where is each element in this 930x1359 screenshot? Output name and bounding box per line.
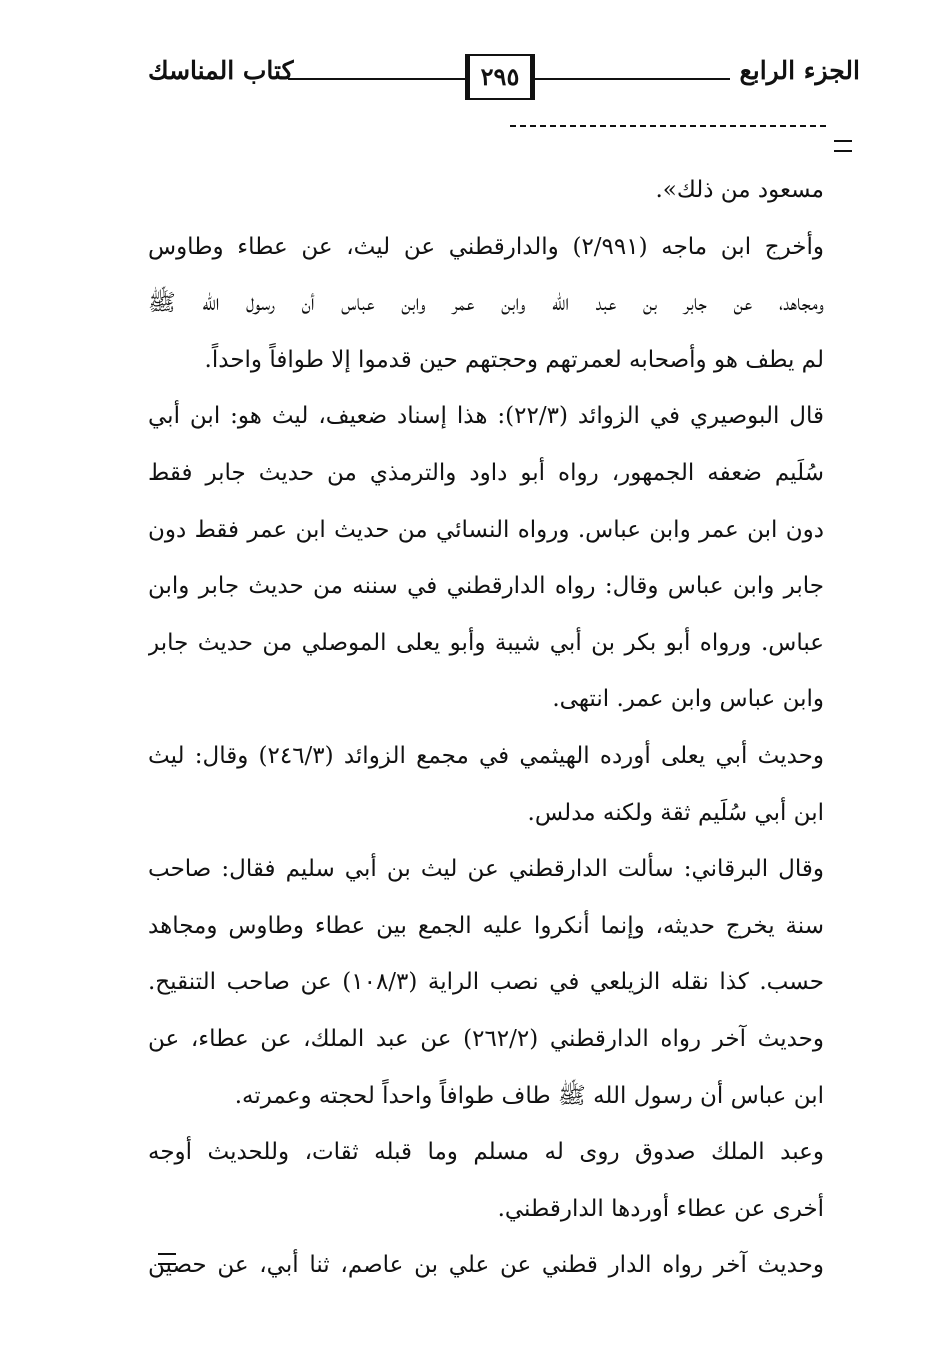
part-title: الجزء الرابع xyxy=(739,56,860,85)
page-number: ٢٩٥ xyxy=(468,54,532,100)
text-line: ابن عباس أن رسول الله ﷺ طاف طوافاً واحداً لحجته وعمرته. xyxy=(234,1082,824,1109)
text-line: حسب. كذا نقله الزيلعي في نصب الراية (١٠٨/٣) عن صاحب التنقيح. xyxy=(148,969,824,996)
dashed-separator xyxy=(510,125,826,127)
text-line: ابن أبي سُلَيم ثقة ولكنه مدلس. xyxy=(527,799,824,826)
continuation-mark-top xyxy=(834,140,852,152)
text-line: وابن عباس وابن عمر. انتهى. xyxy=(552,686,824,713)
text-line: وحديث آخر رواه الدار قطني عن علي بن عاصم، ثنا أبي، عن حصين xyxy=(148,1252,824,1279)
text-line: ومجاهد، عن جابر بن عبد الله وابن عمر وابن عباس أن رسول الله ﷺ xyxy=(148,290,824,317)
body-text xyxy=(148,162,824,1294)
text-line: مسعود من ذلك». xyxy=(655,177,824,203)
text-line: سُلَيم ضعفه الجمهور، رواه أبو داود والترمذي من حديث جابر فقط xyxy=(148,459,824,486)
text-line: وأخرج ابن ماجه (٢/٩٩١) والدارقطني عن ليث، عن عطاء وطاوس xyxy=(148,233,824,260)
text-line: سنة يخرج حديثه، وإنما أنكروا عليه الجمع بين عطاء وطاوس ومجاهد xyxy=(148,912,824,939)
text-line: لم يطف هو وأصحابه لعمرتهم وحجتهم حين قدموا إلا طوافاً واحداً. xyxy=(204,346,824,373)
text-line: وقال البرقاني: سألت الدارقطني عن ليث بن أبي سليم فقال: صاحب xyxy=(148,856,824,883)
text-line: دون ابن عمر وابن عباس. ورواه النسائي من حديث ابن عمر فقط دون xyxy=(148,516,824,543)
page-header xyxy=(148,50,860,110)
header-rule-right xyxy=(532,78,730,80)
book-title: كتاب المناسك xyxy=(148,56,294,85)
continuation-mark-bottom xyxy=(158,1253,176,1265)
text-line: قال البوصيري في الزوائد (٢٢/٣): هذا إسناد ضعيف، ليث هو: ابن أبي xyxy=(148,403,824,430)
text-line: عباس. ورواه أبو بكر بن أبي شيبة وأبو يعلى الموصلي من حديث جابر xyxy=(148,629,824,656)
text-line: أخرى عن عطاء أوردها الدارقطني. xyxy=(497,1195,824,1222)
text-line: وحديث أبي يعلى أورده الهيثمي في مجمع الزوائد (٢٤٦/٣) وقال: ليث xyxy=(148,742,824,769)
header-rule-left xyxy=(288,78,468,80)
text-line: وعبد الملك صدوق روى له مسلم وما قبله ثقات، وللحديث أوجه xyxy=(148,1139,824,1166)
text-line: جابر وابن عباس وقال: رواه الدارقطني في سننه من حديث جابر وابن xyxy=(148,573,824,600)
text-line: وحديث آخر رواه الدارقطني (٢٦٢/٢) عن عبد الملك، عن عطاء، عن xyxy=(148,1025,824,1052)
